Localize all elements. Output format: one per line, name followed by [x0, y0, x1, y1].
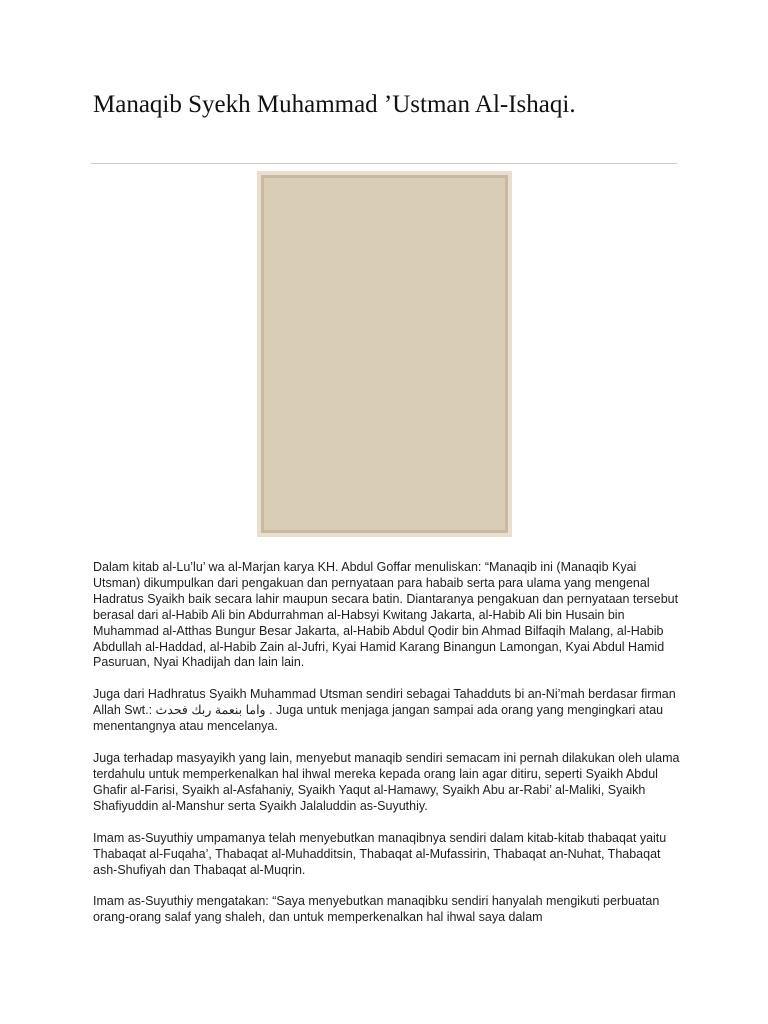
paragraph: Dalam kitab al-Lu’lu’ wa al-Marjan karya KH. Abdul Goffar menuliskan: “Manaqib ini (Manaqib Kyai Utsman) dikumpulkan dari pengakuan dan pernyataan para habaib serta para ulama yang mengenal Hadratus Syaikh baik secara lahir maupun secara batin. Diantaranya pengakuan dan pernyataan tersebut berasal dari al-Habib Ali bin Abdurrahman al-Habsyi Kwitang Jakarta, al-Habib Ali bin Husain bin Muhammad al-Atthas Bungur Besar Jakarta, al-Habib Abdul Qodir bin Ahmad Bilfaqih Malang, al-Habib Abdullah al-Haddad, al-Habib Zain al-Jufri, Kyai Hamid Karang Binangun Lamongan, Kyai Abdul Hamid Pasuruan, Nyai Khadijah dan lain lain. — [93, 560, 679, 670]
paragraph: Juga terhadap masyayikh yang lain, menyebut manaqib sendiri semacam ini pernah dilakukan oleh ulama terdahulu untuk memperkenalkan hal ihwal mereka kepada orang lain agar ditiru, seperti Syaikh Abdul Ghafir al-Farisi, Syaikh al-Asfahaniy, Syaikh Yaqut al-Hamawy, Syaikh Abu ar-Rabi’ al-Maliki, Syaikh Shafiyuddin al-Manshur serta Syaikh Jalaluddin as-Suyuthiy. — [93, 751, 680, 813]
paragraph: Imam as-Suyuthiy umpamanya telah menyebutkan manaqibnya sendiri dalam kitab-kitab thabaqat yaitu Thabaqat al-Fuqaha’, Thabaqat al-Muhadditsin, Thabaqat al-Mufassirin, Thabaqat an-Nuhat, Thabaqat ash-Shufiyah dan Thabaqat al-Muqrin. — [93, 830, 667, 877]
paragraph: Juga dari Hadhratus Syaikh Muhammad Utsman sendiri sebagai Tahadduts bi an-Ni’mah berdasar firman Allah Swt.: واما بنعمة ربك فحدث . Juga untuk menjaga jangan sampai ada orang yang mengingkari atau menentangnya atau mencelanya. — [93, 687, 676, 734]
paragraph: Imam as-Suyuthiy mengatakan: “Saya menyebutkan manaqibku sendiri hanyalah mengikuti perbuatan orang-orang salaf yang shaleh, dan untuk memperkenalkan hal ihwal saya dalam — [93, 894, 660, 925]
title-divider — [91, 163, 677, 164]
article-body — [93, 560, 683, 942]
page-title: Manaqib Syekh Muhammad ’Ustman Al-Ishaqi. — [93, 91, 576, 118]
portrait-photo — [257, 171, 512, 537]
